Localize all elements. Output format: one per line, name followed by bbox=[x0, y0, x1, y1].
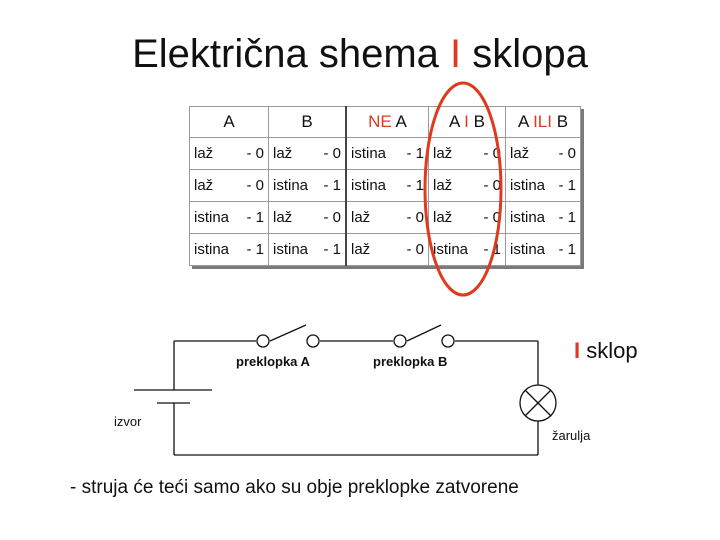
circuit-wires bbox=[134, 325, 538, 455]
cell-value: - 1 bbox=[246, 241, 264, 258]
cell-word: istina bbox=[194, 209, 230, 226]
cell-value: - 1 bbox=[406, 145, 424, 162]
switch-b-contact-right bbox=[442, 335, 454, 347]
cell-word: istina bbox=[510, 177, 546, 194]
header-b: B bbox=[269, 107, 347, 138]
cell-value: - 1 bbox=[483, 241, 501, 258]
switch-a-contact-right bbox=[307, 335, 319, 347]
header-a-ili-b: A ILI B bbox=[506, 107, 581, 138]
cell-value: - 1 bbox=[246, 209, 264, 226]
cell-word: laž bbox=[433, 177, 453, 194]
cell-value: - 1 bbox=[558, 209, 576, 226]
cell-value: - 0 bbox=[406, 241, 424, 258]
cell-word: istina bbox=[510, 241, 546, 258]
switch-a-label: preklopka A bbox=[236, 354, 310, 369]
cell-word: laž bbox=[351, 241, 371, 258]
cell-word: laž bbox=[194, 145, 214, 162]
page-title: Električna shema I sklopa bbox=[132, 32, 588, 76]
cell-value: - 0 bbox=[483, 145, 501, 162]
cell-value: - 0 bbox=[323, 145, 341, 162]
cell-word: istina bbox=[194, 241, 230, 258]
cell-value: - 1 bbox=[558, 241, 576, 258]
cell-value: - 1 bbox=[323, 177, 341, 194]
bulb-label: žarulja bbox=[552, 428, 591, 443]
highlight-ellipse bbox=[425, 83, 501, 295]
cell-word: istina bbox=[351, 145, 387, 162]
source-label: izvor bbox=[114, 414, 142, 429]
cell-value: - 0 bbox=[483, 209, 501, 226]
switch-a-contact-left bbox=[257, 335, 269, 347]
switch-b-label: preklopka B bbox=[373, 354, 448, 369]
cell-word: istina bbox=[433, 241, 469, 258]
cell-value: - 0 bbox=[246, 145, 264, 162]
cell-word: laž bbox=[273, 209, 293, 226]
header-ne-a: NE A bbox=[346, 107, 429, 138]
cell-value: - 0 bbox=[558, 145, 576, 162]
cell-word: laž bbox=[510, 145, 530, 162]
header-a-i-b: A I B bbox=[429, 107, 506, 138]
cell-word: laž bbox=[351, 209, 371, 226]
cell-value: - 1 bbox=[558, 177, 576, 194]
explanation-note: - struja će teći samo ako su obje preklopke zatvorene bbox=[70, 477, 519, 498]
header-a: A bbox=[190, 107, 269, 138]
cell-value: - 0 bbox=[406, 209, 424, 226]
switch-b-contact-left bbox=[394, 335, 406, 347]
gate-label: I sklop bbox=[574, 338, 638, 363]
cell-word: laž bbox=[433, 145, 453, 162]
cell-value: - 1 bbox=[323, 241, 341, 258]
cell-value: - 0 bbox=[323, 209, 341, 226]
cell-word: istina bbox=[510, 209, 546, 226]
cell-value: - 0 bbox=[246, 177, 264, 194]
title-highlight: I bbox=[450, 32, 462, 76]
cell-word: laž bbox=[194, 177, 214, 194]
cell-word: laž bbox=[433, 209, 453, 226]
cell-value: - 0 bbox=[483, 177, 501, 194]
cell-word: istina bbox=[351, 177, 387, 194]
cell-word: laž bbox=[273, 145, 293, 162]
cell-value: - 1 bbox=[406, 177, 424, 194]
cell-word: istina bbox=[273, 177, 309, 194]
cell-word: istina bbox=[273, 241, 309, 258]
